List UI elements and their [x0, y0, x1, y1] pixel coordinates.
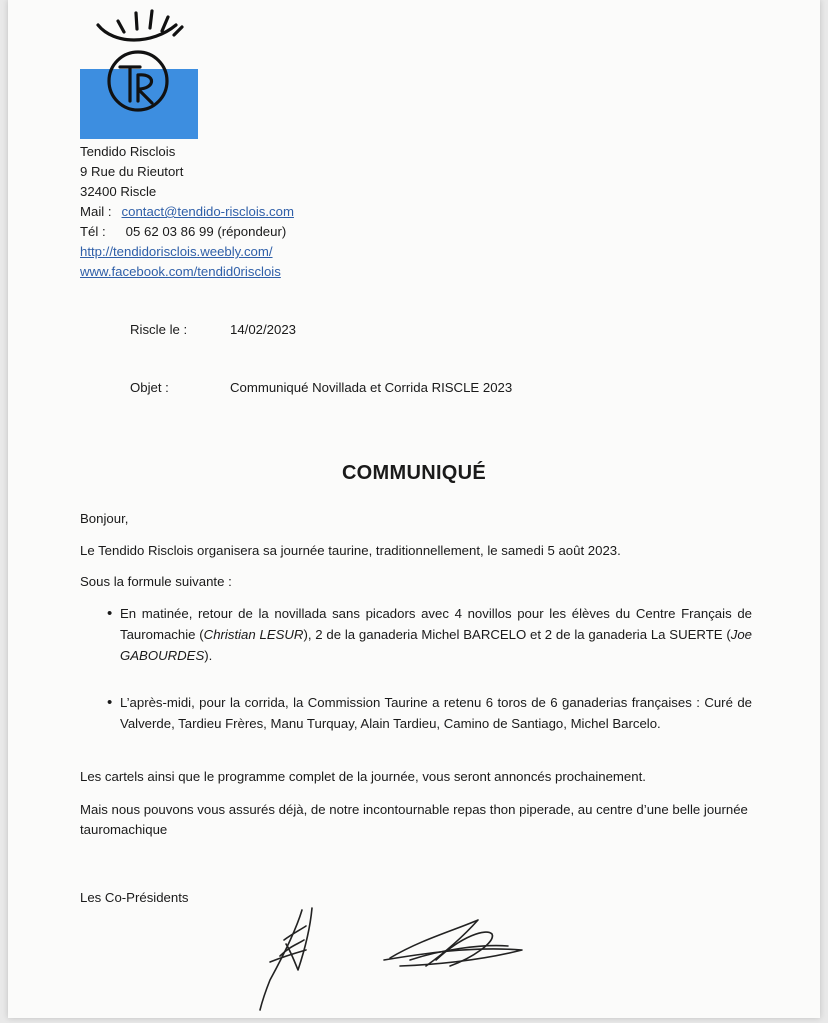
paragraph-2: Sous la formule suivante :	[80, 574, 232, 589]
bullet-text-1: En matinée, retour de la novillada sans picadors avec 4 novillos pour les élèves du Centre Français de Tauromachie (Christian LESUR), 2 de la ganaderia Michel BARCELO et 2 de la ganaderia La SUERTE (Joe GABOURDES).	[120, 606, 752, 663]
closing: Les Co-Présidents	[80, 890, 189, 905]
address-street: 9 Rue du Rieutort	[80, 164, 184, 179]
bullet-icon: •	[107, 605, 113, 622]
sender-block	[80, 142, 294, 282]
tel-label: Tél :	[80, 224, 106, 239]
paragraph-1: Le Tendido Risclois organisera sa journée taurine, traditionnellement, le samedi 5 août 2023.	[80, 543, 621, 558]
date-value: 14/02/2023	[230, 322, 297, 337]
object-value: Communiqué Novillada et Corrida RISCLE 2023	[230, 380, 513, 395]
object-label: Objet :	[130, 380, 169, 395]
page-title: COMMUNIQUÉ	[341, 462, 487, 484]
bullet-icon: •	[107, 694, 113, 711]
paragraph-3: Les cartels ainsi que le programme complet de la journée, vous seront annoncés prochainement.	[80, 769, 646, 784]
bullet-text-2: L’après-midi, pour la corrida, la Commission Taurine a retenu 6 toros de 6 ganaderias françaises : Curé de Valverde, Tardieu Frères, Manu Turquay, Alain Tardieu, Camino de Santiago, Michel Barcelo.	[120, 695, 752, 731]
mail-link[interactable]: contact@tendido-risclois.com	[121, 204, 294, 219]
org-name: Tendido Risclois	[80, 144, 176, 159]
facebook-link[interactable]: www.facebook.com/tendid0risclois	[80, 264, 281, 279]
date-label: Riscle le :	[130, 322, 188, 337]
mail-label: Mail :	[80, 204, 112, 219]
paragraph-4: Mais nous pouvons vous assurés déjà, de notre incontournable repas thon piperade, au centre d’une belle journée tauromachique	[80, 802, 748, 837]
greeting: Bonjour,	[80, 511, 129, 526]
tel-value: 05 62 03 86 99 (répondeur)	[125, 224, 287, 239]
logo-graphic	[80, 5, 200, 139]
address-city: 32400 Riscle	[80, 184, 157, 199]
signatures	[240, 900, 560, 1018]
tendido-risclois-logo	[80, 5, 200, 139]
website-link[interactable]: http://tendidorisclois.weebly.com/	[80, 244, 273, 259]
signature-graphic	[240, 900, 560, 1018]
